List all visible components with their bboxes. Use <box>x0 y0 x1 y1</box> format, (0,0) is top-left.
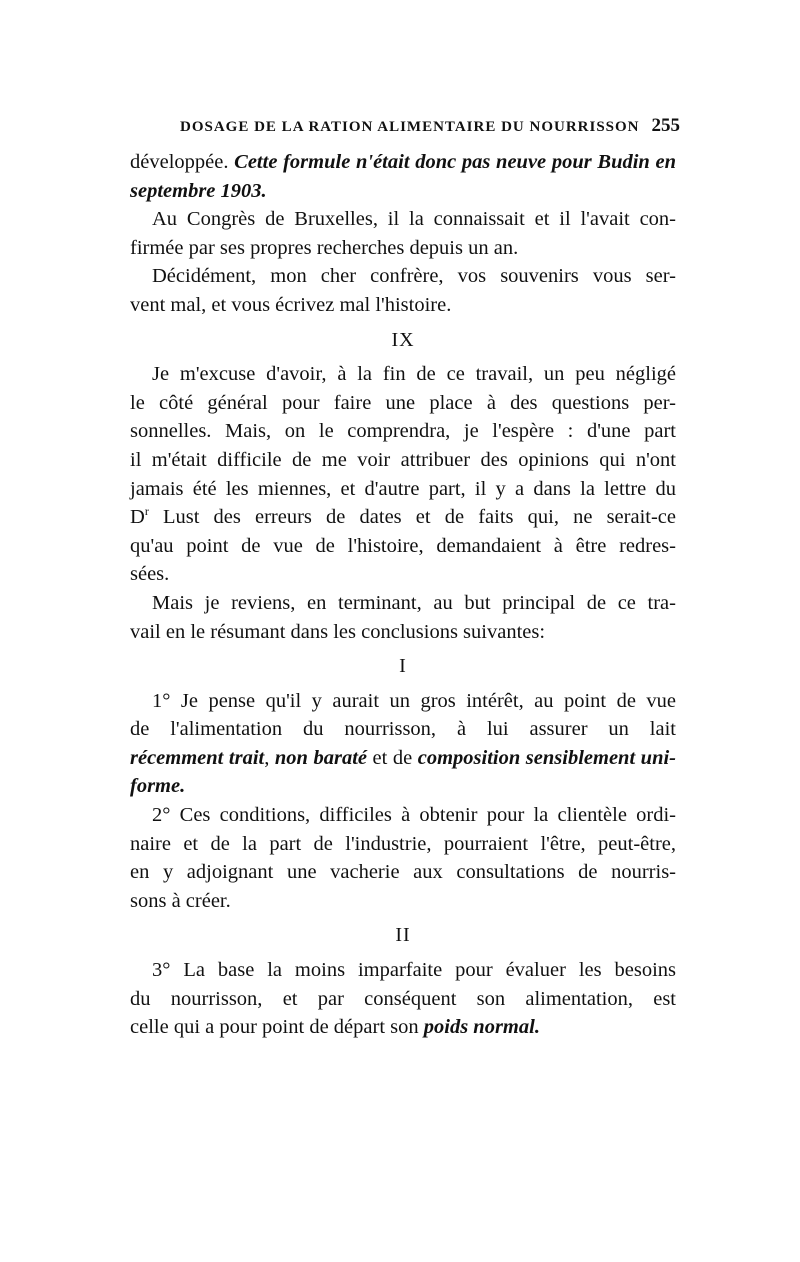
text-span: et de <box>367 746 418 769</box>
text-line: le côté général pour faire une place à des questions per- <box>130 391 676 414</box>
page-number: 255 <box>651 115 680 136</box>
text-line: forme. <box>130 775 186 798</box>
text-line: septembre 1903. <box>130 179 267 202</box>
text-line: de l'alimentation du nourrisson, à lui assurer un lait <box>130 718 676 741</box>
running-title: DOSAGE DE LA RATION ALIMENTAIRE DU NOURRISSON <box>180 119 640 135</box>
text-span: celle qui a pour point de départ son <box>130 1016 424 1039</box>
italic-span: poids normal. <box>423 1016 540 1039</box>
text-line <box>130 744 676 773</box>
paragraph-excuse <box>130 360 676 589</box>
text-line: sonnelles. Mais, on le comprendra, je l'espère : d'une part <box>130 420 676 443</box>
text-line: vent mal, et vous écrivez mal l'histoire. <box>130 293 452 316</box>
text-line: il m'était difficile de me voir attribuer des opinions qui n'ont <box>130 448 676 471</box>
text-line: 2° Ces conditions, difficiles à obtenir pour la clientèle ordi- <box>152 804 676 827</box>
section-heading-i: I <box>399 655 407 678</box>
paragraph-conclusion-1 <box>130 687 676 801</box>
text-line: Au Congrès de Bruxelles, il la connaissait et il l'avait con- <box>152 208 676 231</box>
text-line: jamais été les miennes, et d'autre part, il y a dans la lettre du <box>130 477 676 500</box>
text-line: Mais je reviens, en terminant, au but principal de ce tra- <box>152 591 676 614</box>
text-span: Lust des erreurs de dates et de faits qui, ne serait-ce <box>148 506 676 529</box>
text-line: vail en le résumant dans les conclusions suivantes: <box>130 620 546 643</box>
text-line: 1° Je pense qu'il y aurait un gros intérêt, au point de vue <box>152 689 676 712</box>
text-line: naire et de la part de l'industrie, pourraient l'être, peut-être, <box>130 832 676 855</box>
superscript: r <box>144 504 149 519</box>
text-line: en y adjoignant une vacherie aux consultations de nourris- <box>130 861 676 884</box>
italic-span: Cette formule n'était donc pas neuve pour Budin en <box>234 151 676 173</box>
text-span: développée. <box>130 151 235 173</box>
text-line: firmée par ses propres recherches depuis un an. <box>130 236 519 259</box>
text-line: du nourrisson, et par conséquent son alimentation, est <box>130 987 676 1010</box>
text-line: Décidément, mon cher confrère, vos souvenirs vous ser- <box>152 265 676 288</box>
italic-span: récemment trait <box>130 746 265 769</box>
running-head <box>180 115 680 137</box>
body-text <box>130 148 676 1042</box>
italic-span: non baraté <box>274 746 368 769</box>
italic-span: composition sensiblement uni- <box>417 746 677 769</box>
paragraph-continuation <box>130 148 676 205</box>
text-line <box>130 148 676 177</box>
paragraph-conclusions-intro <box>130 589 676 646</box>
text-line: 3° La base la moins imparfaite pour évaluer les besoins <box>152 959 676 982</box>
paragraph-decidement <box>130 262 676 319</box>
text-line <box>130 503 676 532</box>
paragraph-conclusion-2 <box>130 801 676 915</box>
text-line: sées. <box>130 563 170 586</box>
text-line: Je m'excuse d'avoir, à la fin de ce travail, un peu négligé <box>152 363 676 386</box>
text-line <box>130 1013 676 1042</box>
text-line: sons à créer. <box>130 889 231 912</box>
section-heading-ii: II <box>395 924 411 947</box>
text-span: , <box>264 746 275 769</box>
paragraph-conclusion-3 <box>130 956 676 1042</box>
text-span: D <box>130 506 145 529</box>
paragraph-congres <box>130 205 676 262</box>
section-heading-ix: IX <box>391 328 415 351</box>
text-line: qu'au point de vue de l'histoire, demandaient à être redres- <box>130 534 676 557</box>
